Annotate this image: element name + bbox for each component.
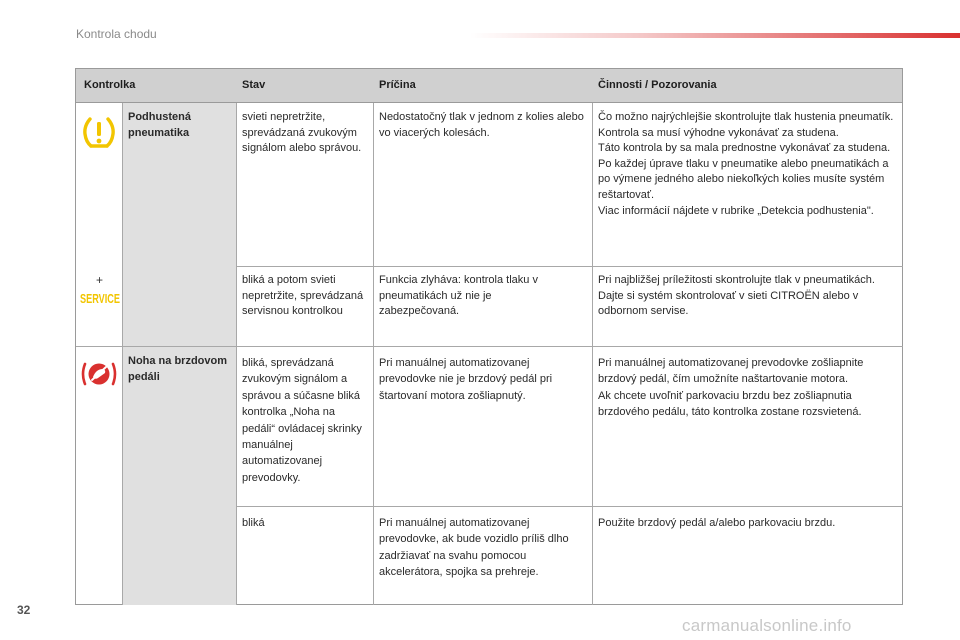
row-2-state: bliká a potom svieti nepretržite, sprevádzaná servisnou kontrolkou <box>242 274 364 318</box>
row-1-state: svieti nepretržite, sprevádzaná zvukovým signálom alebo správou. <box>242 111 362 155</box>
warning-lights-table <box>75 68 903 605</box>
row-4-cause: Pri manuálnej automatizovanej prevodovke, ak bude vozidlo príliš dlho zadržiavať na svahu pomocou akcelerátora, spojka sa prehreje. <box>379 517 569 579</box>
plus-sign: + <box>96 273 104 287</box>
service-icon-label: SERVICE <box>80 291 121 306</box>
grid-line <box>236 506 903 507</box>
row-2-action: Pri najbližšej príležitosti skontrolujte tlak v pneumatikách. Dajte si systém skontrolovať v sieti CITROËN alebo v odbornom servise. <box>598 274 875 318</box>
group-name-foot-on-brake: Noha na brzdovom pedáli <box>128 355 228 383</box>
row-3-action: Pri manuálnej automatizovanej prevodovke zošliapnite brzdový pedál, čím umožníte naštartovanie motora. Ak chcete uvoľniť parkovaciu brzdu bez zošliapnutia brzdového pedálu, táto kontrolka zostane rozsvietená. <box>598 357 864 419</box>
foot-on-brake-icon <box>80 359 118 389</box>
table-header-row <box>76 69 902 103</box>
page-header-title: Kontrola chodu <box>76 27 157 41</box>
row-1-cause: Nedostatočný tlak v jednom z kolies alebo vo viacerých kolesách. <box>379 111 584 139</box>
grid-line <box>122 103 123 605</box>
header-pricina: Príčina <box>379 79 416 91</box>
row-1-action: Čo možno najrýchlejšie skontrolujte tlak hustenia pneumatík. Kontrola sa musí výhodne vykonávať za studena. Táto kontrola by sa mala prednostne vykonávať za studena. Po každej úprave tlaku v pneumatike alebo pneumatikách a po výmene jedného alebo niekoľkých kolies musíte systém reštartovať. Viac informácií nájdete v rubrike „Detekcia podhustenia". <box>598 111 894 217</box>
grid-line <box>236 103 237 605</box>
row-3-state: bliká, sprevádzaná zvukovým signálom a správou a súčasne bliká kontrolka „Noha na pedáli“ ovládacej skrinky manuálnej automatizovanej prevodovky. <box>242 357 362 484</box>
row-4-state: bliká <box>242 517 265 529</box>
grid-line <box>76 346 903 347</box>
grid-line <box>236 266 903 267</box>
watermark: carmanualsonline.info <box>682 616 852 635</box>
service-warning-icon <box>79 290 121 306</box>
grid-line <box>592 103 593 605</box>
grid-line <box>373 103 374 605</box>
row-4-action: Použite brzdový pedál a/alebo parkovaciu brzdu. <box>598 517 836 529</box>
page-number: 32 <box>17 603 31 617</box>
header-kontrolka: Kontrolka <box>84 79 136 91</box>
row-3-cause: Pri manuálnej automatizovanej prevodovke nie je brzdový pedál pri štartovaní motora zošliapnutý. <box>379 357 553 402</box>
tire-pressure-warning-icon <box>80 113 118 151</box>
header-stav: Stav <box>242 79 266 91</box>
header-cinnosti: Činnosti / Pozorovania <box>598 79 717 91</box>
header-accent-bar <box>470 33 960 38</box>
row-2-cause: Funkcia zlyháva: kontrola tlaku v pneumatikách už nie je zabezpečovaná. <box>379 274 538 318</box>
group-name-underinflated-tire: Podhustená pneumatika <box>128 111 191 139</box>
